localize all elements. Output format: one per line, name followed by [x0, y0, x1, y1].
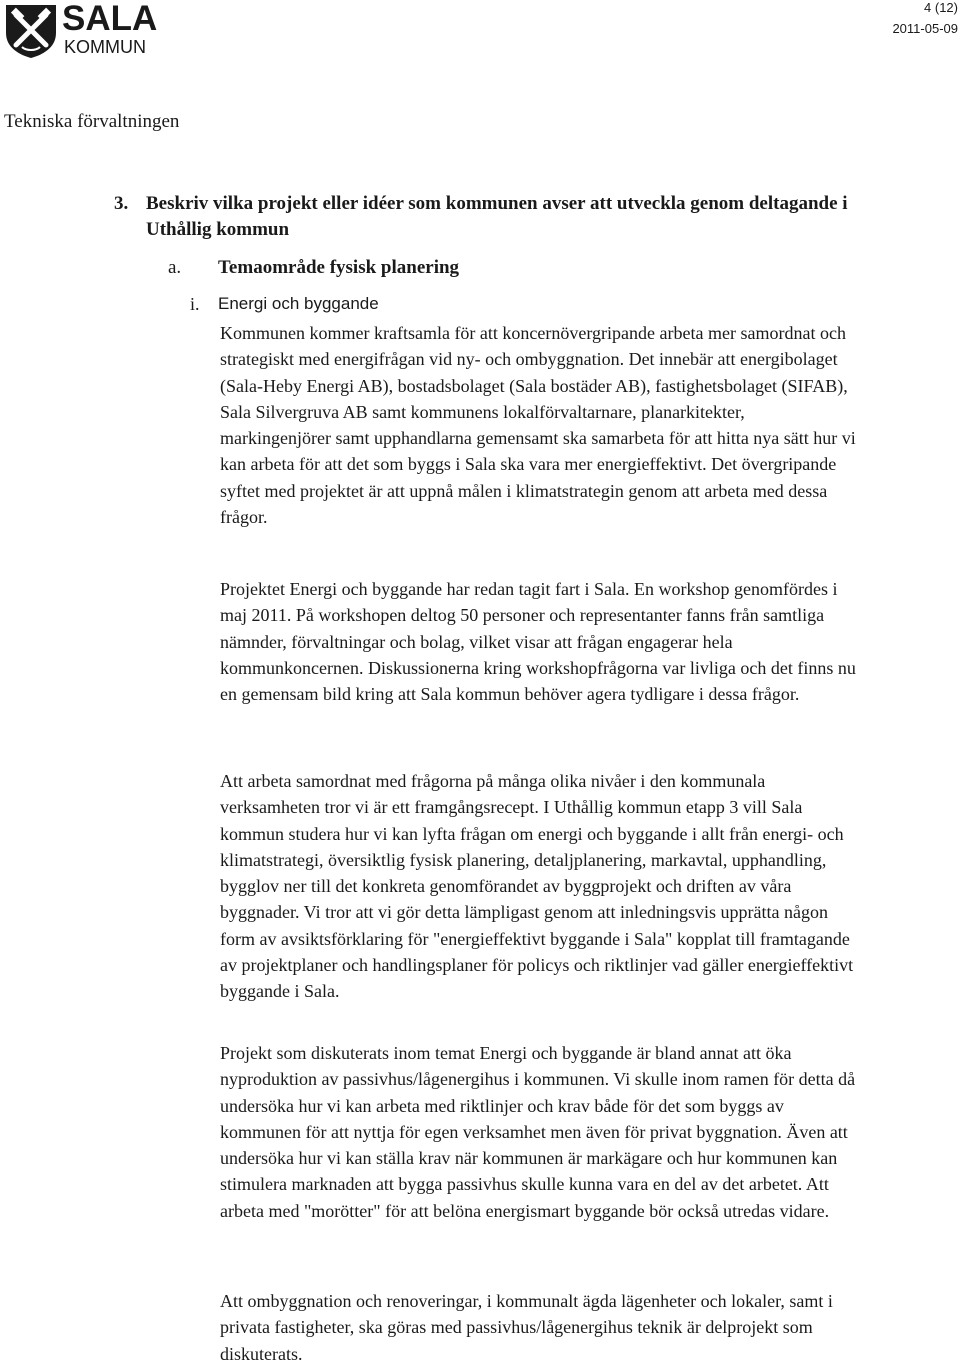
subsection-a-title: Temaområde fysisk planering: [218, 257, 460, 278]
question-number: 3.: [114, 193, 129, 214]
logo-wordmark-kommun: KOMMUN: [64, 37, 146, 57]
subsection-a-marker: a.: [168, 257, 182, 278]
sala-kommun-logo: [4, 0, 164, 59]
department-name: Tekniska förvaltningen: [4, 111, 180, 132]
paragraph-2: Projektet Energi och byggande har redan tagit fart i Sala. En workshop genomfördes i maj 2011. På workshopen deltog 50 personer och representanter fanns från samtliga nämnder, förvaltningar och bolag, vilket visar att frågan engagerar hela kommunkoncernen. Diskussionerna kring workshopfrågorna var livliga och det finns nu en gemensam bild kring att Sala kommun behöver agera tydligare i dessa frågor.: [220, 579, 856, 705]
paragraph-3: Att arbeta samordnat med frågorna på många olika nivåer i den kommunala verksamheten tror vi är ett framgångsrecept. I Uthållig kommun etapp 3 vill Sala kommun studera hur vi kan lyfta frågan om energi och byggande i allt från energi- och klimatstrategi, översiktlig fysisk planering, detaljplanering, markavtal, upphandling, bygglov ner till det konkreta genomförandet av byggprojekt och driften av våra byggnader. Vi tror att vi gör detta lämpligast genom att inledningsvis upprätta någon form av avsiktsförklaring för "energieffektivt byggande i Sala" kopplat till framtagande av projektplaner och handlingsplaner för policys och riktlinjer vad gäller energieffektivt byggande i Sala.: [220, 771, 854, 1002]
document-date: 2011-05-09: [892, 21, 958, 36]
paragraph-4: Projekt som diskuterats inom temat Energi och byggande är bland annat att öka nyproduktion av passivhus/lågenergihus i kommunen. Vi skulle inom ramen för detta då undersöka hur vi kan arbeta med riktlinjer och krav både för det som byggs av kommunen för att nyttja för egen verksamhet men även för privat byggnation. Även att undersöka hur vi kan ställa krav när kommunen är markägare och hur kommunen kan stimulera marknaden att bygga passivhus skulle kunna vara en del av det arbetet. Att arbeta med "morötter" för att belöna energismart byggande bör också utredas vidare.: [220, 1043, 856, 1221]
paragraph-1: Kommunen kommer kraftsamla för att koncernövergripande arbeta mer samordnat och strategiskt med energifrågan vid ny- och ombyggnation. Det innebär att energibolaget (Sala-Heby Energi AB), bostadsbolaget (Sala bostäder AB), fastighetsbolaget (SIFAB), Sala Silvergruva AB samt kommunens lokalförvaltarnare, planarkitekter, markingenjörer samt upphandlarna gemensamt ska samarbeta för att hitta nya sätt hur vi kan arbeta för att det som byggs i Sala ska vara mer energieffektivt. Det övergripande syftet med projektet är att uppnå målen i klimatstrategin genom att arbeta med dessa frågor.: [220, 323, 856, 528]
question-heading: Beskriv vilka projekt eller idéer som kommunen avser att utveckla genom deltagande i Uthållig kommun: [146, 193, 848, 240]
logo-wordmark-sala: SALA: [62, 0, 158, 38]
subsection-i-title: Energi och byggande: [218, 294, 379, 313]
paragraph-5: Att ombyggnation och renoveringar, i kommunalt ägda lägenheter och lokaler, samt i privata fastigheter, ska göras med passivhus/lågenergihus teknik är delprojekt som diskuterats.: [220, 1291, 833, 1364]
subsection-i-marker: i.: [190, 294, 200, 314]
municipal-crest-icon: [4, 3, 58, 59]
page-number: 4 (12): [924, 0, 958, 15]
